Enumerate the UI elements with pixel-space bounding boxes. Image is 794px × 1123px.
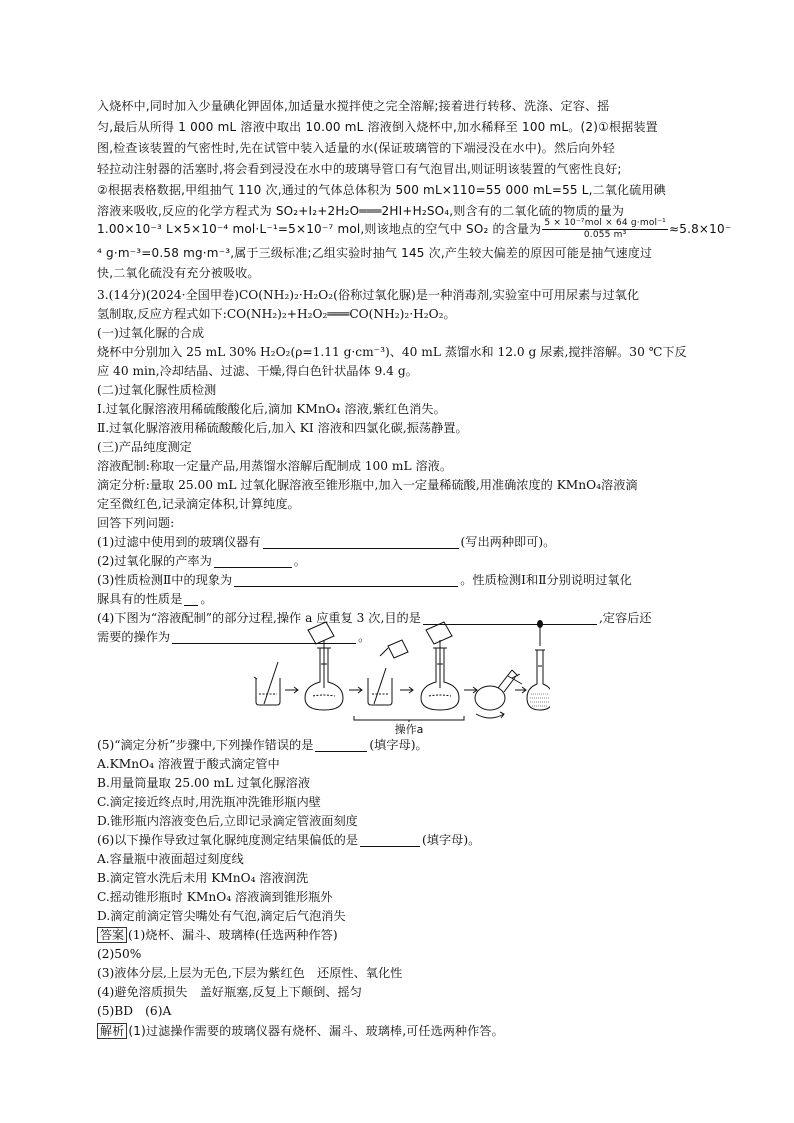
answer-2: (2)50% bbox=[97, 947, 142, 961]
option-b: B.用量筒量取 25.00 mL 过氧化脲溶液 bbox=[97, 776, 311, 790]
operation-bracket bbox=[354, 716, 464, 720]
flask-dropper-icon bbox=[527, 621, 550, 711]
figure-svg bbox=[250, 618, 550, 736]
q4-text-2: 需要的操作为 bbox=[97, 630, 171, 644]
option-c: C.摇动锥形瓶时 KMnO₄ 溶液滴到锥形瓶外 bbox=[97, 890, 333, 904]
arrow-icon bbox=[285, 687, 298, 693]
text-line: ②根据表格数据,甲组抽气 110 次,通过的气体总体积为 500 mL×110=55 000 mL=55 L,二氧化硫用碘 bbox=[97, 183, 666, 197]
text-line: 回答下列问题: bbox=[97, 516, 175, 530]
text-line: 入烧杯中,同时加入少量碘化钾固体,加适量水搅拌使之完全溶解;接着进行转移、洗涤、定容、摇 bbox=[97, 99, 610, 113]
beaker-with-rod-icon bbox=[254, 662, 280, 705]
q1-text: (1)过滤中使用到的玻璃仪器有 bbox=[97, 535, 261, 549]
answer-1: (1)烧杯、漏斗、玻璃棒(任选两种作答) bbox=[128, 928, 338, 942]
q3-text-mid: 。性质检测Ⅰ和Ⅱ分别说明过氧化 bbox=[460, 573, 632, 587]
q5-text: (5)“滴定分析”步骤中,下列操作错误的是 bbox=[97, 738, 314, 752]
text-line: ⁴ g·m⁻³=0.58 mg·m⁻³,属于三级标准;乙组实验时抽气 145 次,产生较大偏差的原因可能是抽气速度过 bbox=[97, 246, 653, 260]
fraction bbox=[542, 218, 668, 241]
answer-blank[interactable] bbox=[234, 572, 458, 587]
q2-text-end: 。 bbox=[293, 554, 306, 568]
answer-blank[interactable] bbox=[360, 832, 420, 847]
analysis-tag: 解析 bbox=[97, 1023, 127, 1039]
arrow-icon bbox=[464, 687, 477, 693]
swirl-flask-icon bbox=[475, 670, 522, 718]
q3-text-2: 脲具有的性质是 bbox=[97, 592, 183, 606]
q4-text-end: 。 bbox=[358, 630, 371, 644]
text-line: 烧杯中分别加入 25 mL 30% H₂O₂(ρ=1.11 g·cm⁻³)、40 mL 蒸馏水和 12.0 g 尿素,搅拌溶解。30 ℃下反 bbox=[97, 345, 687, 359]
section-heading: (一)过氧化脲的合成 bbox=[97, 326, 205, 340]
answer-line bbox=[97, 925, 709, 945]
text-line-with-fraction bbox=[97, 212, 732, 246]
wash-bottle-beaker-icon bbox=[368, 640, 408, 705]
figure-label: 操作a bbox=[394, 723, 424, 736]
question-stem: 3.(14分)(2024·全国甲卷)CO(NH₂)₂·H₂O₂(俗称过氧化脲)是一种消毒剂,实验室中可用尿素与过氧化 bbox=[97, 288, 640, 302]
text-line: 溶液配制:称取一定量产品,用蒸馏水溶解后配制成 100 mL 溶液。 bbox=[97, 459, 453, 473]
q6-text-end: (填字母)。 bbox=[422, 833, 481, 847]
q5-text-end: (填字母)。 bbox=[369, 738, 428, 752]
text-line: 定至微红色,记录滴定体积,计算纯度。 bbox=[97, 497, 300, 511]
answer-5: (5)BD (6)A bbox=[97, 1004, 172, 1018]
subquestion-3 bbox=[97, 570, 709, 590]
answer-blank[interactable] bbox=[214, 553, 292, 568]
text-line: Ⅱ.过氧化脲溶液用稀硫酸酸化后,加入 KI 溶液和四氯化碳,振荡静置。 bbox=[97, 421, 468, 435]
arrow-icon bbox=[349, 687, 362, 693]
q3-text-end: 。 bbox=[200, 592, 213, 606]
solution-prep-figure bbox=[250, 618, 550, 736]
subquestion-5 bbox=[97, 735, 709, 755]
option-b: B.滴定管水洗后未用 KMnO₄ 溶液润洗 bbox=[97, 871, 309, 885]
option-d: D.滴定前滴定管尖嘴处有气泡,滴定后气泡消失 bbox=[97, 909, 346, 923]
calc-text: 1.00×10⁻³ L×5×10⁻⁴ mol·L⁻¹=5×10⁻⁷ mol,则该地点的空气中 SO₂ 的含量为 bbox=[97, 222, 542, 236]
text-line: 滴定分析:量取 25.00 mL 过氧化脲溶液至锥形瓶中,加入一定量稀硫酸,用准确浓度的 KMnO₄溶液滴 bbox=[97, 478, 638, 492]
arrow-icon bbox=[515, 687, 526, 693]
answer-blank[interactable] bbox=[184, 591, 198, 606]
flask-transfer-icon bbox=[421, 622, 459, 710]
answer-4: (4)避免溶质损失 盖好瓶塞,反复上下颠倒、摇匀 bbox=[97, 985, 362, 999]
answer-blank[interactable] bbox=[263, 534, 459, 549]
q1-text-end: (写出两种即可)。 bbox=[460, 535, 556, 549]
q2-text: (2)过氧化脲的产率为 bbox=[97, 554, 212, 568]
question-stem: 氢制取,反应方程式如下:CO(NH₂)₂+H₂O₂═══CO(NH₂)₂·H₂O₂。 bbox=[97, 307, 456, 321]
answer-3: (3)液体分层,上层为无色,下层为紫红色 还原性、氧化性 bbox=[97, 966, 403, 980]
analysis-1: (1)过滤操作需要的玻璃仪器有烧杯、漏斗、玻璃棒,可任选两种作答。 bbox=[128, 1024, 504, 1038]
answer-blank[interactable] bbox=[315, 737, 367, 752]
q4-text-mid: ,定容后还 bbox=[598, 611, 652, 625]
subquestion-3-cont bbox=[97, 589, 709, 609]
fraction-numerator: 5 × 10⁻⁷mol × 64 g·mol⁻¹ bbox=[544, 218, 666, 228]
text-line: 快,二氧化硫没有充分被吸收。 bbox=[97, 266, 260, 280]
text-line: 应 40 min,冷却结晶、过滤、干燥,得白色针状晶体 9.4 g。 bbox=[97, 364, 418, 378]
section-heading: (二)过氧化脲性质检测 bbox=[97, 383, 217, 397]
q6-text: (6)以下操作导致过氧化脲纯度测定结果偏低的是 bbox=[97, 833, 359, 847]
fraction-denominator: 0.055 m³ bbox=[583, 230, 627, 240]
arrow-icon bbox=[400, 687, 413, 693]
text-line: 匀,最后从所得 1 000 mL 溶液中取出 10.00 mL 溶液倒入烧杯中,加水稀释至 100 mL。(2)①根据装置 bbox=[97, 120, 658, 134]
subquestion-6 bbox=[97, 830, 709, 850]
q3-text: (3)性质检测Ⅱ中的现象为 bbox=[97, 573, 233, 587]
section-heading: (三)产品纯度测定 bbox=[97, 440, 192, 454]
option-a: A.容量瓶中液面超过刻度线 bbox=[97, 852, 244, 866]
answer-tag: 答案 bbox=[97, 927, 127, 943]
subquestion-2 bbox=[97, 551, 709, 571]
option-c: C.滴定接近终点时,用洗瓶冲洗锥形瓶内壁 bbox=[97, 795, 321, 809]
subquestion-1 bbox=[97, 532, 709, 552]
text-line: 图,检查该装置的气密性时,先在试管中装入适量的水(保证玻璃管的下端浸没在水中)。然后向外轻 bbox=[97, 141, 615, 155]
text-line: 轻拉动注射器的活塞时,将会看到浸没在水中的玻璃导管口有气泡冒出,则证明该装置的气密性良好; bbox=[97, 162, 622, 176]
option-d: D.锥形瓶内溶液变色后,立即记录滴定管液面刻度 bbox=[97, 814, 358, 828]
q4-text: (4)下图为“溶液配制”的部分过程,操作 a 应重复 3 次,目的是 bbox=[97, 611, 421, 625]
analysis-line bbox=[97, 1021, 709, 1041]
text-line: 溶液来吸收,反应的化学方程式为 SO₂+I₂+2H₂O═══2HI+H₂SO₄,则含有的二氧化硫的物质的量为 bbox=[97, 204, 625, 218]
flask-transfer-icon bbox=[305, 622, 343, 710]
calc-result: ≈5.8×10⁻ bbox=[668, 222, 732, 236]
text-line: Ⅰ.过氧化脲溶液用稀硫酸酸化后,滴加 KMnO₄ 溶液,紫红色消失。 bbox=[97, 402, 446, 416]
option-a: A.KMnO₄ 溶液置于酸式滴定管中 bbox=[97, 757, 280, 771]
